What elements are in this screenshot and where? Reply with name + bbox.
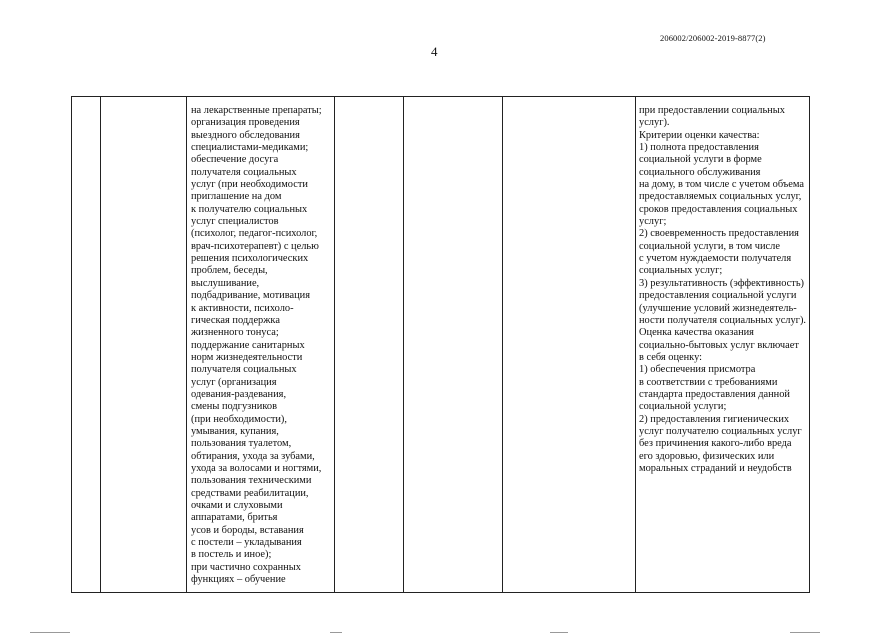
text-line: социальной услуги в форме: [639, 154, 762, 166]
text-line: социально-бытовых услуг включает: [639, 339, 799, 351]
text-line: Критерии оценки качества:: [639, 129, 760, 141]
text-line: при частично сохранных: [191, 561, 301, 573]
service-description-cell: [191, 105, 322, 586]
text-line: услуг (при необходимости: [191, 179, 308, 191]
text-line: аппаратами, бритья: [191, 512, 278, 524]
text-line: без причинения какого-либо вреда: [639, 438, 792, 450]
document-table: [71, 96, 810, 593]
text-line: норм жизнедеятельности: [191, 351, 303, 363]
text-line: в постель и иное);: [191, 549, 272, 561]
text-line: получателя социальных: [191, 364, 297, 376]
column-divider-4: [403, 97, 404, 592]
text-line: на лекарственные препараты;: [191, 105, 322, 116]
text-line: услуг).: [639, 117, 670, 129]
text-line: подбадривание, мотивация: [191, 290, 311, 302]
scan-artifacts: [30, 632, 850, 638]
text-line: к активности, психоло-: [191, 302, 294, 314]
text-line: 1) полнота предоставления: [639, 142, 759, 154]
column-divider-6: [635, 97, 636, 592]
text-line: ухода за волосами и ногтями,: [191, 462, 322, 474]
text-line: его здоровью, физических или: [639, 450, 775, 462]
text-line: средствами реабилитации,: [191, 487, 309, 499]
text-line: жизненного тонуса;: [191, 327, 279, 339]
text-line: с постели – укладывания: [191, 537, 302, 549]
text-line: обтирания, ухода за зубами,: [191, 450, 315, 462]
text-line: (улучшение условий жизнедеятель-: [639, 302, 797, 314]
document-number: 206002/206002-2019-8877(2): [660, 33, 766, 43]
text-line: обеспечение досуга: [191, 154, 279, 166]
text-line: социального обслуживания: [639, 166, 761, 178]
text-line: Оценка качества оказания: [639, 327, 754, 339]
text-line: 3) результативность (эффективность): [639, 277, 805, 289]
text-line: услуг;: [639, 216, 667, 228]
text-line: решения психологических: [191, 253, 309, 265]
text-line: услуг (организация: [191, 376, 277, 388]
text-line: ности получателя социальных услуг).: [639, 314, 807, 326]
text-line: предоставления социальной услуги: [639, 290, 797, 302]
text-line: социальной услуги, в том числе: [639, 240, 780, 252]
text-line: проблем, беседы,: [191, 265, 268, 277]
text-line: организация проведения: [191, 117, 300, 129]
text-line: сроков предоставления социальных: [639, 203, 798, 215]
text-line: пользования туалетом,: [191, 438, 292, 450]
text-line: стандарта предоставления данной: [639, 388, 790, 400]
text-line: специалистами-медиками;: [191, 142, 309, 154]
text-line: очками и слуховыми: [191, 500, 283, 511]
text-line: на дому, в том числе с учетом объема: [639, 179, 804, 191]
text-line: (психолог, педагог-психолог,: [191, 228, 318, 240]
text-line: выездного обследования: [191, 129, 300, 141]
column-divider-2: [186, 97, 187, 592]
text-line: поддержание санитарных: [191, 339, 305, 351]
text-line: выслушивание,: [191, 277, 260, 289]
text-line: социальных услуг;: [639, 265, 723, 277]
page-number: 4: [431, 44, 438, 59]
text-line: врач-психотерапевт) с целью: [191, 240, 319, 252]
text-line: 2) предоставления гигиенических: [639, 413, 790, 425]
text-line: (при необходимости),: [191, 413, 287, 425]
text-line: 1) обеспечения присмотра: [639, 364, 756, 376]
column-divider-3: [334, 97, 335, 592]
text-line: моральных страданий и неудобств: [639, 462, 792, 474]
text-line: 2) своевременность предоставления: [639, 228, 799, 240]
text-line: к получателю социальных: [191, 203, 308, 215]
text-line: с учетом нуждаемости получателя: [639, 253, 792, 265]
text-line: одевания-раздевания,: [191, 388, 287, 400]
text-line: получателя социальных: [191, 166, 297, 178]
text-line: смены подгузников: [191, 401, 277, 413]
text-line: пользования техническими: [191, 475, 312, 487]
text-line: в соответствии с требованиями: [639, 376, 778, 388]
column-divider-5: [502, 97, 503, 592]
text-line: услуг специалистов: [191, 216, 279, 228]
text-line: социальной услуги;: [639, 401, 727, 413]
text-line: приглашение на дом: [191, 191, 282, 203]
quality-criteria-cell: [639, 105, 806, 475]
text-line: усов и бороды, вставания: [191, 524, 304, 536]
text-line: функциях – обучение: [191, 574, 286, 586]
text-line: в себя оценку:: [639, 351, 703, 363]
text-line: умывания, купания,: [191, 425, 279, 437]
text-line: при предоставлении социальных: [639, 105, 785, 116]
column-divider-1: [100, 97, 101, 592]
text-line: предоставляемых социальных услуг,: [639, 191, 802, 203]
text-line: гическая поддержка: [191, 314, 280, 326]
text-line: услуг получателю социальных услуг: [639, 425, 802, 437]
